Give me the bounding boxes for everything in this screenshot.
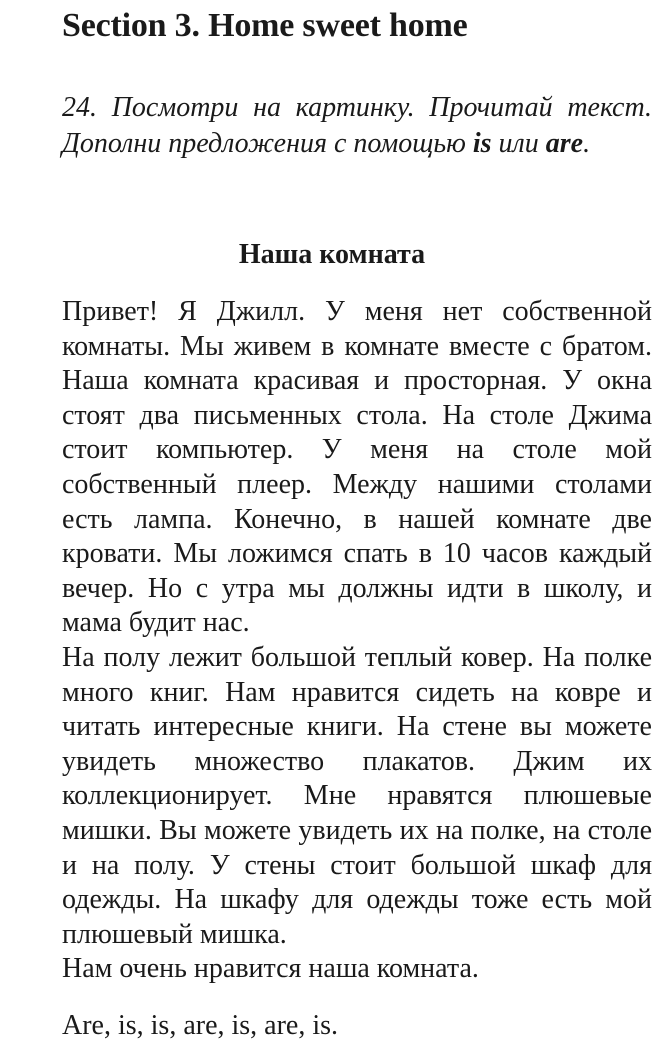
section-title: Section 3. Home sweet home <box>62 7 468 44</box>
reading-text <box>62 295 652 987</box>
reading-title: Наша комната <box>238 239 426 270</box>
task-instruction <box>62 90 652 162</box>
reading-paragraph-1: Привет! Я Джилл. У меня нет собственной комнаты. Мы живем в комнате вместе с братом. Наша комната красивая и просторная. У окна стоят два письменных стола. На столе Джима стоит компьютер. У меня на столе мой собственный плеер. Между нашими столами есть лампа. Конечно, в нашей комнате две кровати. Мы ложимся спать в 10 часов каждый вечер. Но с утра мы должны идти в школу, и мама будит нас. <box>62 296 652 639</box>
task-period: . <box>583 128 591 159</box>
task-word-or: или <box>498 128 539 159</box>
task-number: 24. <box>62 92 97 123</box>
task-text: Посмотри на картинку. Прочитай текст. Дополни предложения с помощью <box>62 92 653 159</box>
reading-paragraph-2: На полу лежит большой теплый ковер. На полке много книг. Нам нравится сидеть на ковре и читать интересные книги. На стене вы можете увидеть множество плакатов. Джим их коллекционирует. Мне нравятся плюшевые мишки. Вы можете увидеть их на полке, на столе и на полу. У стены стоит большой шкаф для одежды. На шкафу для одежды тоже есть мой плюшевый мишка. <box>62 641 652 950</box>
task-word-is: is <box>472 128 492 159</box>
task-word-are: are <box>545 128 584 159</box>
answer-line: Are, is, is, are, is, are, is. <box>62 1010 339 1041</box>
reading-paragraph-3: Нам очень нравится наша комната. <box>62 953 479 985</box>
